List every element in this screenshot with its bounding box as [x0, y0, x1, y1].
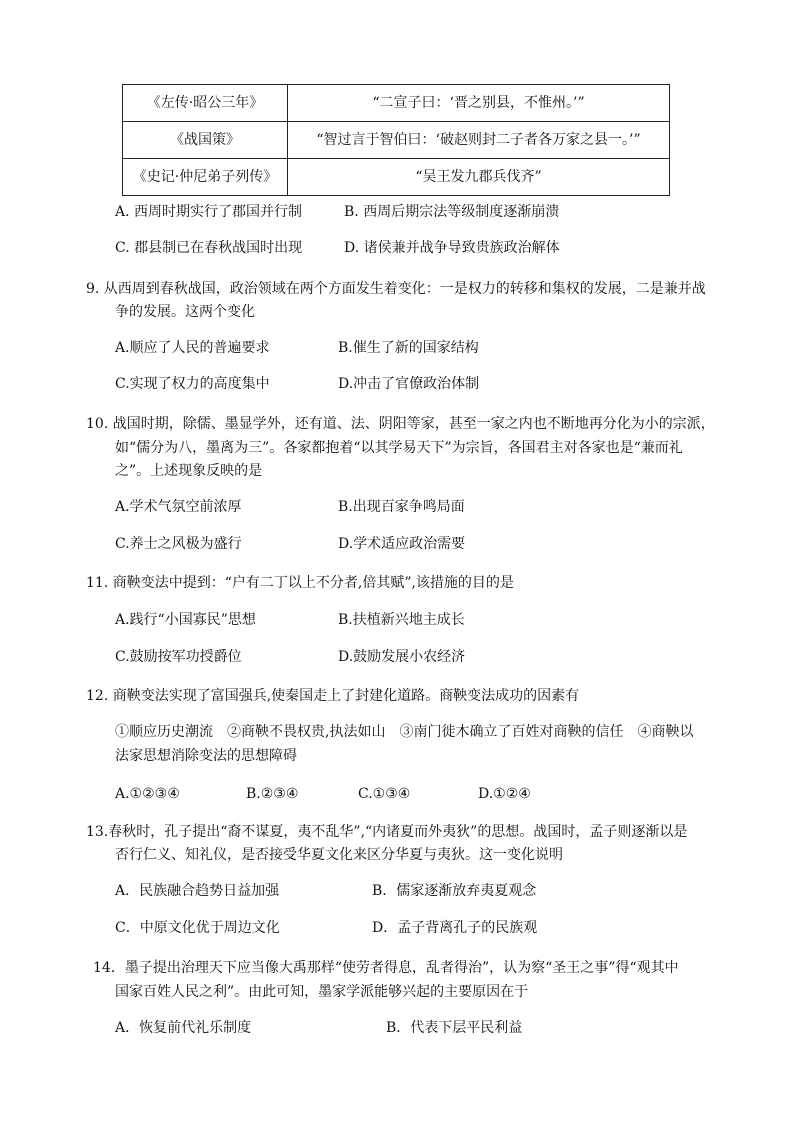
q14-option-a: A．恢复前代礼乐制度	[115, 1020, 252, 1036]
q14-option-b: B．代表下层平民利益	[386, 1020, 523, 1036]
q14-stem-line1: 14．墨子提出治理天下应当像大禹那样“使劳者得息，乱者得治”，认为察“圣王之事”得“观其中	[93, 960, 679, 976]
q8-option-d: D. 诸侯兼并战争导致贵族政治解体	[344, 240, 560, 256]
q11-option-a: A.践行“小国寡民”思想	[115, 612, 256, 628]
q14-stem-line2: 国家百姓人民之利”。由此可知，墨家学派能够兴起的主要原因在于	[115, 984, 529, 1000]
q10-option-a: A.学术气氛空前浓厚	[115, 499, 242, 515]
table-row	[123, 122, 670, 159]
table-cell-source: 《史记·仲尼弟子列传》	[123, 159, 288, 196]
q12-option-d: D.①②④	[478, 786, 531, 802]
source-table	[122, 84, 670, 196]
table-row	[123, 85, 670, 122]
q13-option-d: D．孟子背离孔子的民族观	[372, 920, 538, 936]
table-cell-quote: “吴王发九郡兵伐齐”	[288, 159, 670, 196]
q13-option-c: C．中原文化优于周边文化	[115, 920, 280, 936]
q8-option-c: C. 郡县制已在春秋战国时出现	[115, 240, 303, 256]
q13-option-a: A．民族融合趋势日益加强	[115, 883, 280, 899]
q10-stem-line3: 之”。上述现象反映的是	[115, 463, 263, 479]
q8-option-b: B. 西周后期宗法等级制度逐渐崩溃	[344, 204, 560, 220]
q10-stem-line2: 如“儒分为八，墨离为三”。各家都抱着“以其学易天下”为宗旨，各国君主对各家也是“兼而礼	[115, 440, 683, 456]
q8-option-a: A. 西周时期实行了郡国并行制	[115, 204, 303, 220]
q12-option-b: B.②③④	[246, 786, 299, 802]
q13-option-b: B．儒家逐渐放弃夷夏观念	[372, 883, 537, 899]
table-cell-source: 《战国策》	[123, 122, 288, 159]
q13-stem-line2: 否行仁义、知礼仪，是否接受华夏文化来区分华夏与夷狄。这一变化说明	[115, 847, 563, 863]
q9-option-c: C.实现了权力的高度集中	[115, 376, 270, 392]
q13-stem-line1: 13.春秋时，孔子提出“裔不谋夏，夷不乱华”,“内诸夏而外夷狄”的思想。战国时，孟子则逐渐以是	[86, 824, 688, 840]
q9-option-a: A.顺应了人民的普遍要求	[115, 340, 270, 356]
q12-option-c: C.①③④	[358, 786, 411, 802]
q11-option-c: C.鼓励按军功授爵位	[115, 649, 242, 665]
table-cell-source: 《左传·昭公三年》	[123, 85, 288, 122]
q12-stem-line3: 法家思想消除变法的思想障碍	[115, 748, 297, 764]
q9-stem-line2: 争的发展。这两个变化	[115, 304, 255, 320]
q12-stem-line2: ①顺应历史潮流 ②商鞅不畏权贵,执法如山 ③南门徙木确立了百姓对商鞅的信任 ④商鞅以	[115, 724, 694, 740]
table-cell-quote: “智过言于智伯曰：‘破赵则封二子者各万家之县一。’”	[288, 122, 670, 159]
q9-option-b: B.催生了新的国家结构	[338, 340, 479, 356]
q10-option-c: C.养士之风极为盛行	[115, 536, 242, 552]
table-row	[123, 159, 670, 196]
q10-option-d: D.学术适应政治需要	[338, 536, 466, 552]
q12-stem-line1: 12. 商鞅变法实现了富国强兵,使秦国走上了封建化道路。商鞅变法成功的因素有	[86, 688, 580, 704]
q11-option-d: D.鼓励发展小农经济	[338, 649, 466, 665]
table-cell-quote: “二宣子曰：‘晋之别县，不惟州。’”	[288, 85, 670, 122]
q11-stem-line1: 11. 商鞅变法中提到：“户有二丁以上不分者,倍其赋”,该措施的目的是	[86, 575, 514, 591]
q10-stem-line1: 10. 战国时期，除儒、墨显学外，还有道、法、阴阳等家，甚至一家之内也不断地再分化为小的宗派，	[86, 416, 715, 432]
q10-option-b: B.出现百家争鸣局面	[338, 499, 465, 515]
q11-option-b: B.扶植新兴地主成长	[338, 612, 465, 628]
q9-option-d: D.冲击了官僚政治体制	[338, 376, 480, 392]
q9-stem-line1: 9. 从西周到春秋战国，政治领域在两个方面发生着变化：一是权力的转移和集权的发展，二是兼并战	[86, 281, 706, 297]
q12-option-a: A.①②③④	[115, 786, 180, 802]
